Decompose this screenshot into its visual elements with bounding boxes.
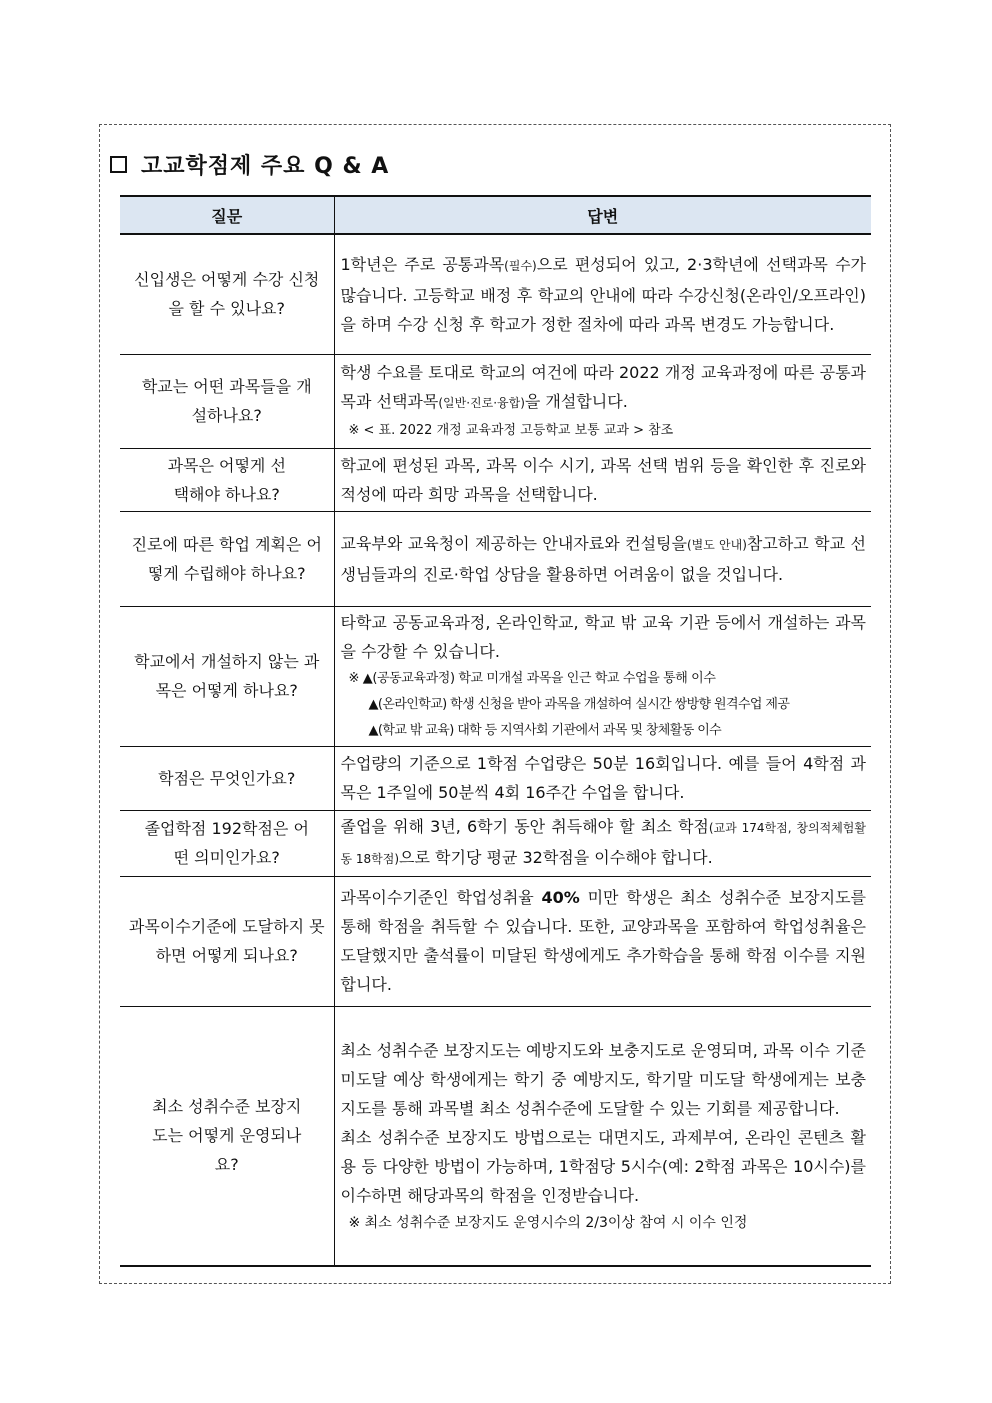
- question-cell: 학교는 어떤 과목들을 개설하나요?: [120, 354, 334, 448]
- answer-text: 으로 학기당 평균 32학점을 이수해야 합니다.: [399, 848, 713, 867]
- question-cell: 과목은 어떻게 선택해야 하나요?: [120, 448, 334, 511]
- answer-cell: [334, 1006, 871, 1266]
- answer-text: 1학년은 주로 공통과목: [340, 254, 505, 274]
- answer-text: 타학교 공동교육과정, 온라인학교, 학교 밖 교육 기관 등에서 개설하는 과목을 수강할 수 있습니다.: [340, 613, 866, 661]
- answer-text: 을 개설합니다.: [524, 392, 628, 411]
- table-row: [120, 876, 871, 1006]
- page-title-text: 고교학점제 주요 Q & A: [141, 153, 390, 179]
- answer-paragraph: 최소 성취수준 보장지도는 예방지도와 보충지도로 운영되며, 과목 이수 기준 미도달 예상 학생에게는 학기 중 예방지도, 학기말 미도달 학생에게는 보충지도를 통해 과목별 최소 성취수준에 도달할 수 있는 기회를 제공합니다.: [340, 1040, 866, 1118]
- answer-note: ※ < 표. 2022 개정 교육과정 고등학교 보통 교과 > 참조: [348, 423, 674, 438]
- answer-text: 과목이수기준인 학업성취율: [340, 888, 542, 907]
- page-title: [110, 148, 389, 180]
- question-cell: 과목이수기준에 도달하지 못하면 어떻게 되나요?: [120, 876, 334, 1006]
- table-row: [120, 234, 871, 354]
- table-row: [120, 1006, 871, 1266]
- qa-table: [120, 195, 871, 1267]
- answer-cell: [334, 606, 871, 746]
- answer-note: ▲(온라인학교) 학생 신청을 받아 과목을 개설하여 실시간 쌍방향 원격수업 제공: [368, 697, 790, 712]
- table-row: [120, 511, 871, 606]
- answer-small-text: (일반·진로·융합): [438, 396, 525, 410]
- answer-note: ※ ▲(공동교육과정) 학교 미개설 과목을 인근 학교 수업을 통해 이수: [348, 671, 716, 686]
- answer-text: 졸업을 위해 3년, 6학기 동안 취득해야 할 최소 학점: [340, 817, 709, 836]
- question-cell: 졸업학점 192학점은 어떤 의미인가요?: [120, 810, 334, 876]
- answer-text: 학생 수요를 토대로 학교의 여건에 따라 2022 개정 교육과정에 따른 공통과목과 선택과목: [340, 363, 866, 411]
- table-row: [120, 746, 871, 810]
- question-cell: 진로에 따른 학업 계획은 어떻게 수립해야 하나요?: [120, 511, 334, 606]
- answer-text: 참고하고 학교 선생님들과의 진로·학업 상담을 활용하면 어려움이 없을 것입니다.: [340, 533, 867, 584]
- table-header-row: [120, 196, 871, 234]
- answer-text: 미만 학생은 최소 성취수준 보장지도를 통해 학점을 취득할 수 있습니다. 또한, 교양과목을 포함하여 학업성취율은 도달했지만 출석률이 미달된 학생에게도 추가학습을 통해 학점 이수를 지원합니다.: [340, 888, 866, 994]
- answer-cell: [334, 876, 871, 1006]
- answer-small-text: (필수): [504, 258, 537, 273]
- question-cell: 학교에서 개설하지 않는 과목은 어떻게 하나요?: [120, 606, 334, 746]
- answer-cell: [334, 234, 871, 354]
- answer-paragraph: 최소 성취수준 보장지도 방법으로는 대면지도, 과제부여, 온라인 콘텐츠 활용 등 다양한 방법이 가능하며, 1학점당 5시수(예: 2학점 과목은 10시수)를 이수하면 해당과목의 학점을 인정받습니다.: [340, 1127, 866, 1205]
- answer-cell: 수업량의 기준으로 1학점 수업량은 50분 16회입니다. 예를 들어 4학점 과목은 1주일에 50분씩 4회 16주간 수업을 합니다.: [334, 746, 871, 810]
- answer-note: ▲(학교 밖 교육) 대학 등 지역사회 기관에서 과목 및 창체활동 이수: [368, 723, 722, 738]
- answer-bold-text: 40%: [541, 888, 580, 907]
- answer-cell: [334, 810, 871, 876]
- answer-cell: [334, 354, 871, 448]
- table-row: [120, 810, 871, 876]
- answer-cell: [334, 511, 871, 606]
- answer-text: 으로 편성되어 있고, 2·3학년에 선택과목 수가 많습니다. 고등학교 배정 후 학교의 안내에 따라 수강신청(온라인/오프라인)을 하며 수강 신청 후 학교가 정한 절차에 따라 과목 변경도 가능합니다.: [340, 254, 866, 334]
- table-row: [120, 354, 871, 448]
- answer-small-text: (교과 174학점, 창의적체험활동 18학점): [340, 821, 866, 866]
- answer-small-text: (별도 안내): [686, 537, 747, 552]
- table-row: [120, 606, 871, 746]
- checkbox-icon: [110, 156, 127, 173]
- answer-text: 교육부와 교육청이 제공하는 안내자료와 컨설팅을: [340, 533, 687, 553]
- answer-cell: 학교에 편성된 과목, 과목 이수 시기, 과목 선택 범위 등을 확인한 후 진로와 적성에 따라 희망 과목을 선택합니다.: [334, 448, 871, 511]
- header-answer: 답변: [334, 196, 871, 234]
- answer-note: ※ 최소 성취수준 보장지도 운영시수의 2/3이상 참여 시 이수 인정: [348, 1214, 748, 1231]
- question-cell: 최소 성취수준 보장지도는 어떻게 운영되나요?: [120, 1006, 334, 1266]
- header-question: 질문: [120, 196, 334, 234]
- question-cell: 신입생은 어떻게 수강 신청을 할 수 있나요?: [120, 234, 334, 354]
- question-cell: 학점은 무엇인가요?: [120, 746, 334, 810]
- table-row: [120, 448, 871, 511]
